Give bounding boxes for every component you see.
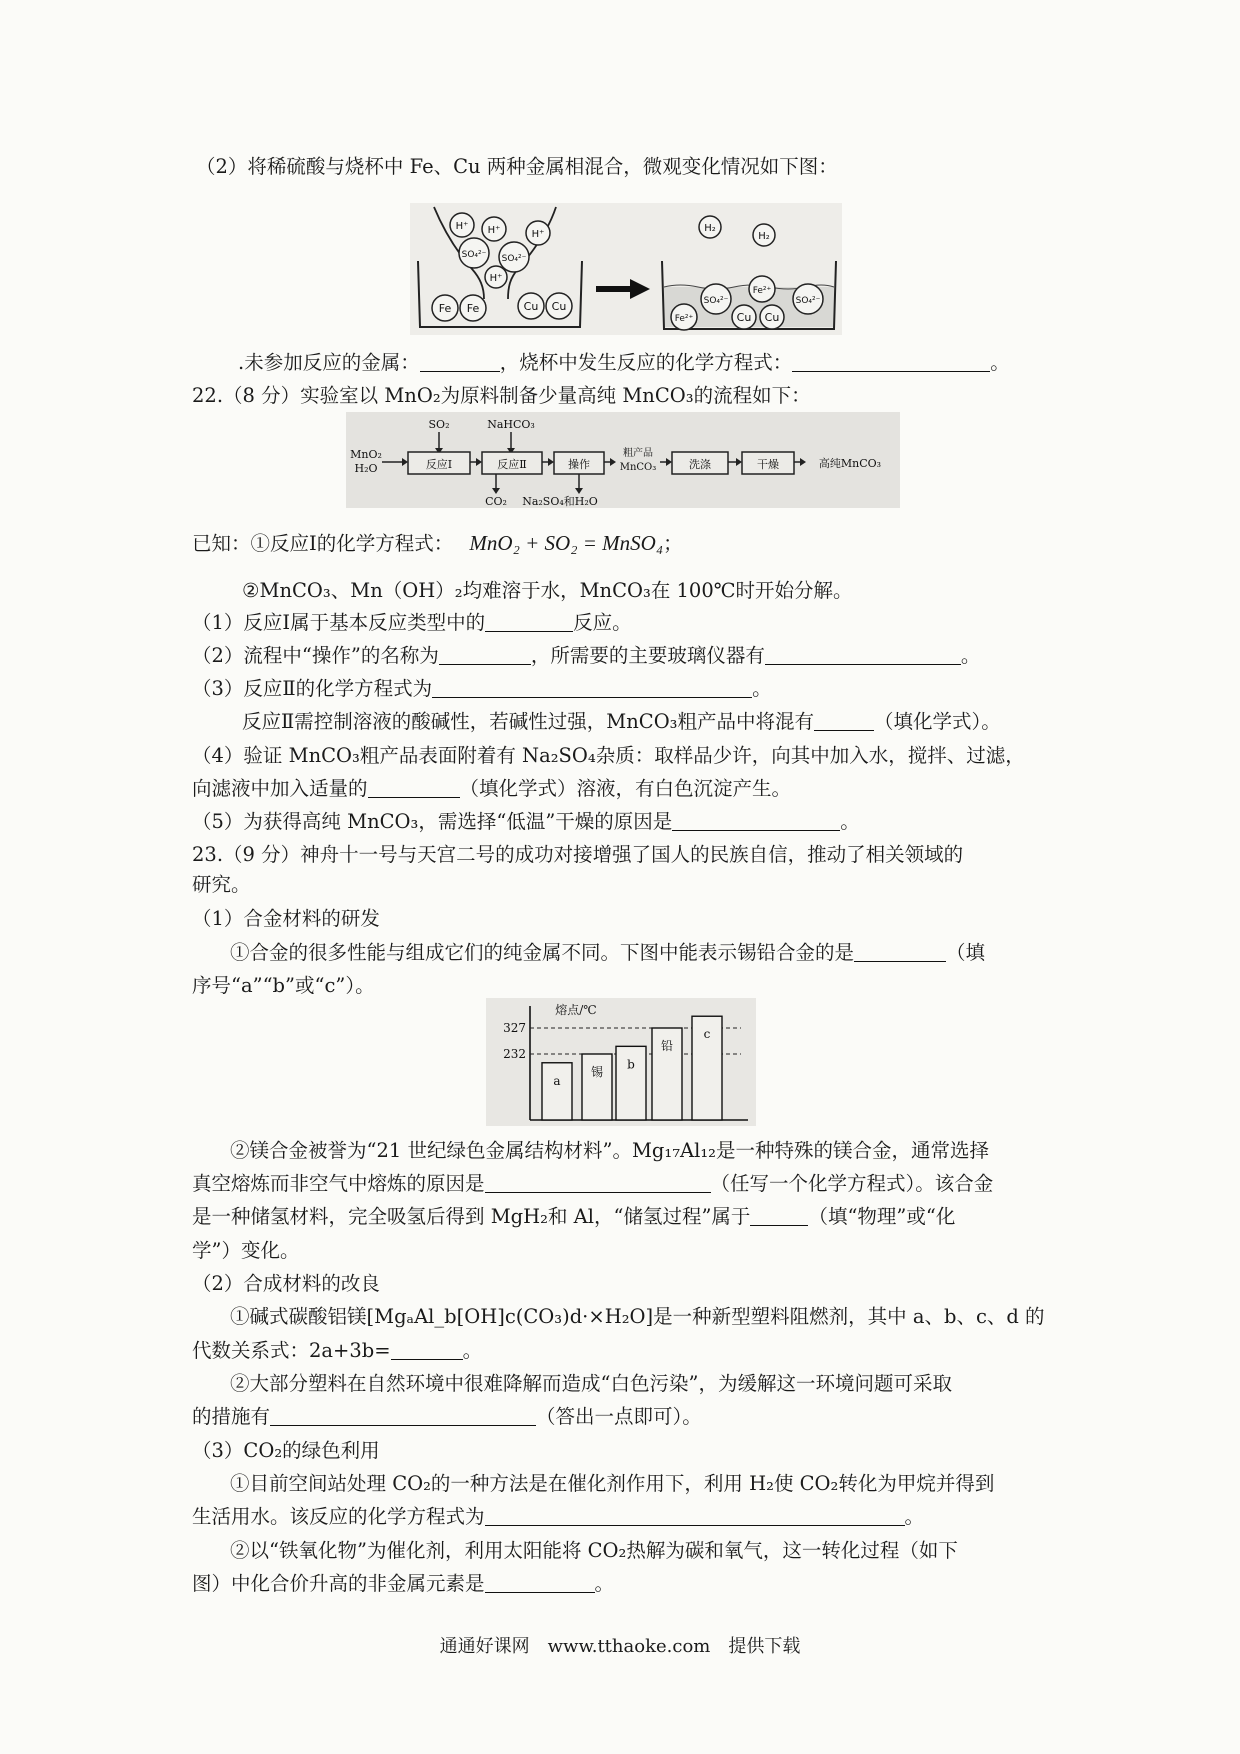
q22-p3d-text: （填化学式）。 [874,710,1001,733]
right-metal-cu2: Cu [764,311,780,324]
q22-known1 [192,530,683,557]
q23-s1-q2-f: 学”）变化。 [192,1239,300,1262]
q22-p2-end: 。 [960,644,981,667]
bar-label-4: 铅 [660,1039,674,1053]
q22-known-equation: MnO₂ + SO₂ = MnSO₄ [469,531,664,555]
melting-point-chart [486,998,756,1126]
left-metal-fe1: Fe [438,302,452,315]
q23-s1-q2-a: ②镁合金被誉为“21 世纪绿色金属结构材料”。Mg₁₇Al₁₂是一种特殊的镁合金，通常选择 [230,1139,989,1162]
q22-stem: 22.（8 分）实验室以 MnO₂为原料制备少量高纯 MnCO₃的流程如下： [192,384,811,407]
left-metal-cu2: Cu [551,300,567,313]
left-ion-so4-2: SO₄²⁻ [501,254,527,264]
blank-equation-21[interactable] [792,351,990,372]
q22-part3 [192,676,772,702]
q21-2-intro: （2）将稀硫酸与烧杯中 Fe、Cu 两种金属相混合，微观变化情况如下图： [196,155,838,178]
q23-section3: （3）CO₂的绿色利用 [192,1439,380,1462]
flow-crude-mnco3: MnCO₃ [619,462,657,473]
left-ion-h3: H⁺ [531,229,545,240]
blank-nonmetal-element[interactable] [485,1572,595,1593]
q22-known-label: 已知：①反应Ⅰ的化学方程式： [192,532,454,555]
beaker-micro-diagram [410,203,842,335]
q22-p5-text: （5）为获得高纯 MnCO₃，需选择“低温”干燥的原因是 [192,810,673,833]
blank-reagent-formula[interactable] [368,777,460,798]
q23-stem-2: 研究。 [192,873,251,896]
q23-section1: （1）合金材料的研发 [192,907,380,930]
flow-step1-label: 反应Ⅰ [425,458,453,471]
q22-p3-end: 。 [752,677,772,700]
q23-s2-q2-b [192,1404,702,1430]
q22-p5-end: 。 [840,810,860,833]
q22-p4c-text: （填化学式）溶液，有白色沉淀产生。 [459,777,792,800]
process-flow-diagram [346,412,900,508]
q23-s1q2e-text: （填“物理”或“化 [808,1205,956,1228]
blank-alloy-choice[interactable] [854,941,946,962]
q23-s2-q1-b [192,1338,482,1364]
flow-byproduct: Na₂SO₄和H₂O [522,495,598,508]
y-tick-label: 327 [503,1021,526,1035]
q23-s2q1b-text: 代数关系式：2a+3b= [192,1339,391,1362]
blank-operation-name[interactable] [439,644,531,665]
left-ion-h1: H⁺ [455,221,469,232]
flow-input-h2o: H₂O [354,462,378,475]
q23-s1q2d-text: 是一种储氢材料，完全吸氢后得到 MgH₂和 Al，“储氢过程”属于 [192,1205,751,1228]
melting-point-svg [486,998,756,1126]
q22-p4b-text: 向滤液中加入适量的 [192,777,368,800]
q23-section2: （2）合成材料的改良 [192,1272,380,1295]
flow-co2: CO₂ [485,495,507,508]
left-metal-fe2: Fe [466,302,480,315]
q22-part5 [192,809,860,835]
q21-2-text-c: 。 [990,351,1010,374]
left-ion-h4: H⁺ [489,273,503,284]
q23-s1-q2-b [192,1171,993,1197]
blank-impurity-formula[interactable] [814,710,874,731]
beaker-diagram-svg [410,203,842,335]
flow-nahco3: NaHCO₃ [487,418,535,431]
flow-step5-label: 干燥 [757,458,779,471]
q23-s3-q2-a: ②以“铁氧化物”为催化剂，利用太阳能将 CO₂热解为碳和氧气，这一转化过程（如下 [230,1539,958,1562]
q23-s2q1c-text: 。 [462,1339,483,1362]
q23-s2q2b-text: 的措施有 [192,1405,271,1428]
flow-so2: SO₂ [428,418,450,431]
q22-p1-end: 反应。 [573,611,632,634]
flow-crude-label: 粗产品 [623,448,653,459]
right-so4-2: SO₄²⁻ [795,296,821,306]
blank-pollution-measure[interactable] [270,1405,536,1426]
q22-p3-text: （3）反应Ⅱ的化学方程式为 [192,677,433,700]
flow-svg [346,412,900,508]
blank-unreacted-metal[interactable] [420,351,500,372]
q23-s1-q1-c: 序号“a”“b”或“c”）。 [192,974,375,997]
blank-glassware[interactable] [765,644,961,665]
q22-p3c-text: 反应Ⅱ需控制溶液的酸碱性，若碱性过强，MnCO₃粗产品中将混有 [242,710,815,733]
bar-label-1: a [553,1073,561,1088]
q23-s3q1b-text: 生活用水。该反应的化学方程式为 [192,1505,485,1528]
q23-s1q1-end: （填 [946,941,986,964]
q22-part4-b [192,776,791,802]
q21-2-answer-line [238,350,1010,376]
bar-label-5: c [703,1027,711,1042]
bar-2 [582,1054,612,1120]
blank-reaction2-equation[interactable] [432,677,752,698]
bar-label-3: b [627,1057,635,1072]
q23-s3q1c-text: 。 [904,1505,925,1528]
right-so4-1: SO₄²⁻ [703,296,729,306]
q23-s1-q2-d [192,1204,955,1230]
left-metal-cu1: Cu [523,300,539,313]
blank-methane-equation[interactable] [485,1505,905,1526]
q23-stem-1: 23.（9 分）神舟十一号与天宫二号的成功对接增强了国人的民族自信，推动了相关领域的 [192,843,964,866]
left-ion-h2: H⁺ [487,225,501,236]
q23-s2q2c-text: （答出一点即可）。 [536,1405,702,1428]
y-tick-label: 232 [503,1047,526,1061]
flow-step3-label: 操作 [568,458,590,471]
q23-s3-q1-b [192,1504,924,1530]
q23-s1q1-text: ①合金的很多性能与组成它们的纯金属不同。下图中能表示锡铅合金的是 [230,941,855,964]
q22-part4-a: （4）验证 MnCO₃粗产品表面附着有 Na₂SO₄杂质：取样品少许，向其中加入水，搅拌、过滤， [192,744,1025,767]
y-axis-label: 熔点/℃ [555,1003,597,1017]
blank-air-reaction-equation[interactable] [485,1172,711,1193]
blank-change-type[interactable] [750,1205,808,1226]
q23-s2-q1-a: ①碱式碳酸铝镁[MgₐAl_b[OH]c(CO₃)d·×H₂O]是一种新型塑料阻燃剂，其中 a、b、c、d 的 [230,1305,1045,1328]
blank-reaction-type[interactable] [485,611,573,632]
q21-2-text-a: .未参加反应的金属： [238,351,420,374]
right-fe2plus-2: Fe²⁺ [674,314,694,324]
right-h2-a: H₂ [704,223,716,234]
blank-algebraic-relation[interactable] [391,1339,463,1360]
page-footer: 通通好课网 www.tthaoke.com 提供下载 [439,1636,801,1657]
right-fe2plus-1: Fe²⁺ [752,286,772,296]
bar-label-2: 锡 [590,1065,604,1079]
q22-part2 [192,643,980,669]
flow-input-mno2: MnO₂ [350,448,382,461]
blank-low-temp-reason[interactable] [672,810,840,831]
q23-s3-q2-b [192,1571,614,1597]
q23-s1-q1-a [230,940,985,966]
flow-product: 高纯MnCO₃ [818,457,882,470]
left-ion-so4-1: SO₄²⁻ [461,250,487,260]
q23-s2-q2-a: ②大部分塑料在自然环境中很难降解而造成“白色污染”，为缓解这一环境问题可采取 [230,1372,952,1395]
q22-known2: ②MnCO₃、Mn（OH）₂均难溶于水，MnCO₃在 100℃时开始分解。 [242,579,853,602]
flow-step4-label: 洗涤 [689,458,711,471]
q21-2-text-b: ，烧杯中发生反应的化学方程式： [499,351,793,374]
q22-part3-b [242,709,1001,735]
right-metal-cu1: Cu [736,311,752,324]
q22-p2-mid: ，所需要的主要玻璃仪器有 [530,644,765,667]
q23-s3q2b-text: 图）中化合价升高的非金属元素是 [192,1572,485,1595]
q23-s1q2c-text: （任写一个化学方程式）。该合金 [710,1172,994,1195]
q22-p1-text: （1）反应Ⅰ属于基本反应类型中的 [192,611,486,634]
right-h2-b: H₂ [758,231,770,242]
q23-s3q2c-text: 。 [594,1572,615,1595]
q22-part1 [192,610,632,636]
q22-p2-text: （2）流程中“操作”的名称为 [192,644,439,667]
q23-s3-q1-a: ①目前空间站处理 CO₂的一种方法是在催化剂作用下，利用 H₂使 CO₂转化为甲烷并得到 [230,1472,995,1495]
bar-1 [542,1063,572,1120]
flow-step2-label: 反应Ⅱ [497,458,527,471]
q22-known-end: ； [663,532,683,555]
q23-s1q2b-text: 真空熔炼而非空气中熔炼的原因是 [192,1172,485,1195]
